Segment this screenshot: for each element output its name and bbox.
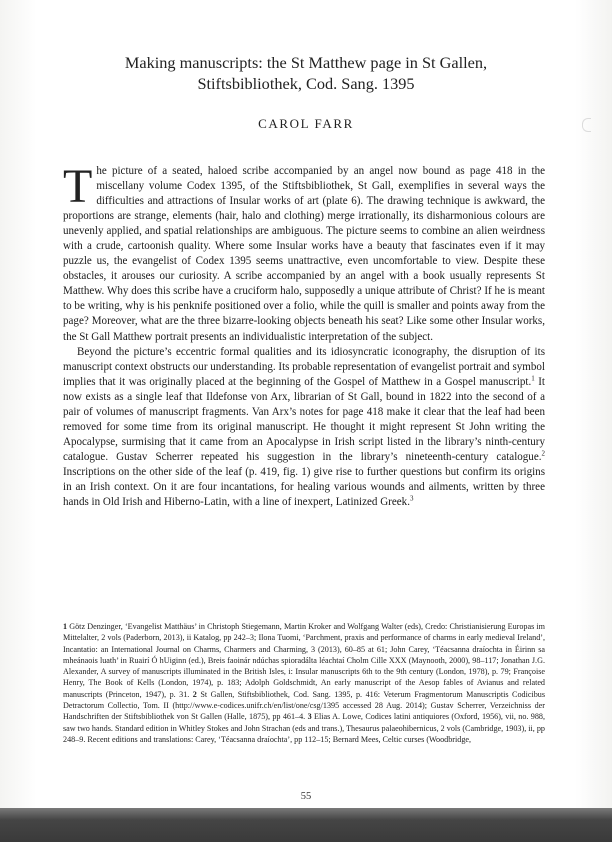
paragraph-2-text-a: Beyond the picture’s eccentric formal qualities and its idiosyncratic iconography, the disruption of its manuscript context obstructs our understanding. Its probable representation of evangelist portrait and symbol implies that it was originally placed at the beginning of the Gospel of Matthew in a Gospel manuscript. xyxy=(63,345,545,388)
footnote-3-text: Elias A. Lowe, Codices latini antiquiores (Oxford, 1956), vii, no. 988, saw two hands. Standard edition in Whitley Stokes and John Strachan (eds and trans.), Thesaurus palaeohibernicus, 2 vols (Cambridge, 1903), ii, pp 248–9. Recent editions and translations: Carey, ‘Téacsanna draíochta’, pp 112–15; Bernard Mees, Celtic curses (Woodbridge, xyxy=(63,712,546,744)
page-edge-mark xyxy=(582,118,591,132)
title-line-2: Stiftsbibliothek, Cod. Sang. 1395 xyxy=(197,74,415,93)
paragraph-2-text-c: Inscriptions on the other side of the leaf (p. 419, fig. 1) give rise to further questions but confirm its origins in an Irish context. On it are four incantations, for healing various wounds and ailments, written by three hands in Old Irish and Hiberno-Latin, with a line of inexpert, Latinized Greek. xyxy=(63,465,545,509)
paragraph-2-text-b: It now exists as a single leaf that Ildefonse von Arx, librarian of St Gall, bound in 1822 into the second of a pair of volumes of manuscript fragments. Van Arx’s notes for page 418 make it clear that the leaf had been removed for some time from its original manuscript. He thought it might represent St John writing the Apocalypse, surmising that it came from an Apocalypse in Irish script listed in the library’s ninth-century catalogue. Gustav Scherrer repeated his suggestion in the library’s nineteenth-century catalogue. xyxy=(63,375,546,463)
page-number: 55 xyxy=(300,791,312,802)
article-title xyxy=(60,52,552,94)
paragraph-1-text: he picture of a seated, haloed scribe accompanied by an angel now bound as page 418 in the miscellany volume Codex 1395, of the Stiftsbibliothek, St Gall, exemplifies in several ways the difficulties and attractions of Insular works of art (plate 6). The drawing technique is awkward, the proportions are strange, elements (hair, halo and clothing) merge irrationally, its disharmonious colours are unevenly applied, and spatial relationships are ambiguous. The picture seems to combine an alien weirdness with a crude, cartoonish quality. Where some Insular works have a beauty that fascinates even if it may puzzle us, the evangelist of Codex 1395 seems unattractive, even uncomfortable to view. Despite these obstacles, it arouses our curiosity. A scribe accompanied by an angel with a book usually represents St Matthew. Why does this scribe have a cruciform halo, supposedly a unique attribute of Christ? If he is meant to be writing, why is his penknife positioned over a folio, while the quill is smaller and points away from the page? Moreover, what are the three bizarre-looking objects beneath his seat? Like some other Insular works, the St Gall Matthew portrait presents an individualistic interpretation of the subject. xyxy=(63,165,545,343)
footnote-ref-2[interactable]: 2 xyxy=(541,449,545,458)
footnote-3-number: 3 xyxy=(307,712,312,722)
scan-shadow-band xyxy=(0,808,612,842)
paragraph-1 xyxy=(63,160,545,345)
footnote-2-text: St Gallen, Stiftsbibliothek, Cod. Sang. 1395, p. 416: Veterum Fragmentorum Manuscriptis Codicibus Detractorum Collectio, Tom. II (http://www.e-codices.unifr.ch/en/list/one/csg/1395 accessed 28 Aug. 2014); Gustav Scherrer, Verzeichniss der Handschriften der Stiftsbibliothek von St Gallen (Halle, 1875), pp 461–4. xyxy=(63,689,545,722)
author-name: CAROL FARR xyxy=(258,116,354,131)
article-body xyxy=(63,160,546,510)
title-line-1: Making manuscripts: the St Matthew page in St Gallen, xyxy=(124,53,488,72)
footnote-ref-1[interactable]: 1 xyxy=(531,373,535,382)
paragraph-2 xyxy=(63,345,545,511)
footnote-1 xyxy=(63,621,545,745)
footnote-ref-3[interactable]: 3 xyxy=(409,494,414,503)
footnotes xyxy=(63,621,545,745)
footnote-1-number: 1 xyxy=(63,622,68,631)
footnote-2-number: 2 xyxy=(192,689,197,699)
drop-cap: T xyxy=(63,160,93,213)
footnote-1-text: Götz Denzinger, ‘Evangelist Matthäus’ in Christoph Stiegemann, Martin Kroker and Wolfgang Walter (eds), Credo: Christianisierung Europas im Mittelalter, 2 vols (Paderborn, 2013), ii Katalog, pp 242–3; Ilona Tuomi, ‘Parchment, praxis and performance of charms in early medieval Ireland’, Incantatio: an International Journal on Charms, Charmers and Charming, 3 (2013), 60–85 at 61; John Carey, ‘Téacsanna draíochta in Éirinn sa mheánaois luath’ in Ruairí Ó hUiginn (ed.), Breis faoinár ndúchas spioradálta léachtaí Cholm Cille XXX (Maynooth, 2000), 98–117; Jonathan J.G. Alexander, A survey of manuscripts illuminated in the British Isles, i: Insular manuscripts 6th to the 9th century (London, 1978), p. 79; Françoise Henry, The Book of Kells (London, 1974), p. 183; Adolph Goldschmidt, An early manuscript of the Aesop fables of Avianus and related manuscripts (Princeton, 1947), p. 31. xyxy=(63,622,545,699)
